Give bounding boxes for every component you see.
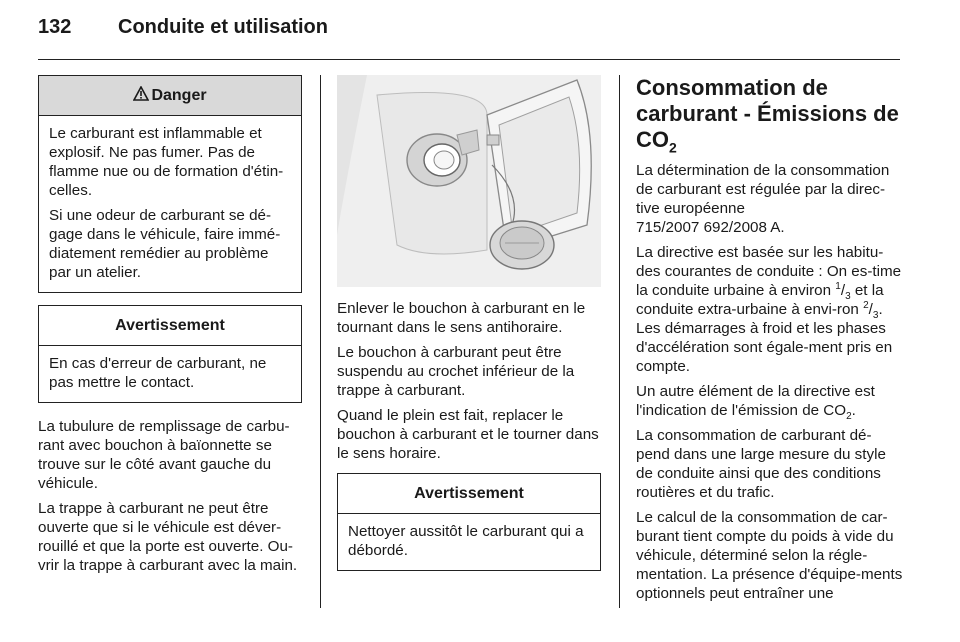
warning-text-2: Nettoyer aussitôt le carburant qui a débordé. [348,523,584,559]
emission-end: . [851,402,856,419]
paragraph-emission [636,382,904,423]
paragraph-hang-cap: Le bouchon à carburant peut être suspendu au crochet inférieur de la trappe à carburant. [337,344,575,399]
warning-triangle-icon [133,86,149,106]
page-header [38,16,328,46]
warning-box-1 [38,305,302,403]
page-number: 132 [38,16,72,38]
danger-text-2: Si une odeur de carburant se dé-gage dans le véhicule, faire immé-diatement remédier au problème par un atelier. [49,207,281,281]
warning-body-1 [39,346,301,402]
danger-body [39,116,301,292]
paragraph-filler-neck: La tubulure de remplissage de carbu-rant avec bouchon à baïonnette se trouve sur le côté avant gauche du véhicule. [38,418,290,492]
heading-subscript: 2 [669,139,677,156]
emission-text: Un autre élément de la directive est l'indication de l'émission de CO [636,383,875,419]
habits-text-c: . Les démarrages à froid et les phases d'accélération sont égale-ment pris en compte. [636,301,893,375]
header-divider [38,59,900,60]
fraction-1-numerator: 1 [835,280,841,292]
warning-header-2: Avertissement [338,474,600,514]
warning-box-2 [337,473,601,571]
paragraph-calculation: Le calcul de la consommation de car-burant tient compte du poids à vide du véhicule, déterminé selon la régle-mentation. La présence d'équipe-ments optionnels peut entraîner une [636,509,903,602]
column-divider-1 [320,75,321,608]
heading-co: CO [636,127,669,152]
warning-body-2 [338,514,600,570]
paragraph-remove-cap: Enlever le bouchon à carburant en le tournant dans le sens antihoraire. [337,300,586,336]
paragraph-driving-style: La consommation de carburant dé-pend dans une large mesure du style de conduite ainsi que des conditions routières et du trafic. [636,427,886,501]
heading-line-1: Consommation de [636,75,828,100]
warning-text-1: En cas d'erreur de carburant, ne pas mettre le contact. [49,355,267,391]
column-2 [337,75,601,571]
section-heading [636,75,904,156]
fuel-filler-illustration [337,75,601,287]
page-title: Conduite et utilisation [118,16,328,38]
habits-text-b: et la conduite extra-urbaine à envi-ron [636,282,884,318]
warning-header-1: Avertissement [39,306,301,346]
directive-text: La détermination de la consommation de carburant est régulée par la direc-tive européenne [636,162,890,217]
fraction-1-denominator: 3 [845,291,851,303]
column-divider-2 [619,75,620,608]
directive-number: 715/2007 692/2008 A. [636,219,785,236]
paragraph-directive [636,161,904,237]
fraction-2-numerator: 2 [863,299,869,311]
paragraph-replace-cap: Quand le plein est fait, replacer le bouchon à carburant et le tourner dans le sens horaire. [337,407,599,462]
heading-line-2: carburant - Émissions de [636,101,899,126]
column-3 [636,75,904,609]
habits-text-a: La directive est basée sur les habitu-des courantes de conduite : On es-time la conduite urbaine à environ [636,244,902,299]
fraction-2-denominator: 3 [872,310,879,322]
paragraph-driving-habits: La directive est basée sur les habitu-des courantes de conduite : On es-time la conduite urbaine à environ $^1/_3$ et la conduite extra-urbaine à envi-ron $^2/_3$. Les démarrages à froid et les phases d'accélération sont égale-ment pris en compte. [636,244,902,375]
danger-header [39,76,301,116]
danger-title: Danger [151,87,207,104]
paragraph-fuel-flap: La trappe à carburant ne peut être ouverte que si le véhicule est déver-rouillé et que la porte est ouverte. Ou-vrir la trappe à carburant avec la main. [38,500,298,574]
danger-text-1: Le carburant est inflammable et explosif. Ne pas fumer. Pas de flamme nue ou de formation d'étin-celles. [49,125,284,199]
column-1 [38,75,302,581]
danger-box [38,75,302,293]
emission-subscript: 2 [846,411,852,423]
